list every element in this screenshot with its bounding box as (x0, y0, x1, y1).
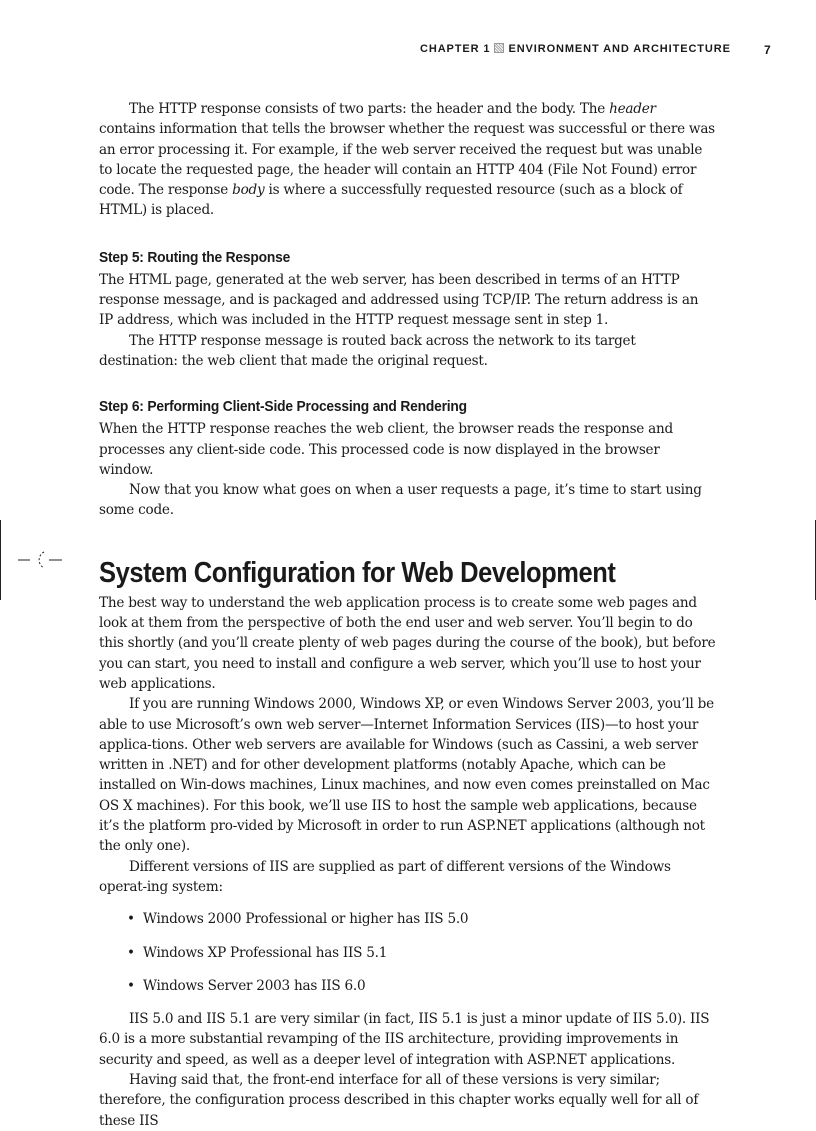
paragraph-step-6-b: Now that you know what goes on when a user requests a page, it’s time to start using some code. (99, 482, 702, 519)
separator-square-icon (494, 43, 504, 53)
page-content (99, 99, 716, 1131)
paragraph-step-5-a: The HTML page, generated at the web server, has been described in terms of an HTTP response message, and is packaged and addressed using TCP/IP. The return address is an IP address, which was included in the HTTP request message sent in step 1. (99, 271, 699, 329)
paragraph-iis-comparison: IIS 5.0 and IIS 5.1 are very similar (in fact, IIS 5.1 is just a minor update of IIS 5.0). IIS 6.0 is a more substantial revamping of the IIS architecture, providing improvements in security and speed, as well as a deeper level of integration with ASP.NET applications. (99, 1011, 710, 1068)
iis-version-list (99, 909, 716, 996)
bullet-icon: • (127, 977, 135, 994)
running-header (420, 43, 731, 55)
chapter-label: CHAPTER 1 (420, 43, 491, 55)
list-item (99, 976, 716, 996)
list-item-text: Windows XP Professional has IIS 5.1 (143, 944, 388, 961)
bullet-icon: • (127, 944, 135, 961)
text-run: is where a successfully requested resource (such as a block of HTML) is placed. (99, 182, 683, 219)
paragraph-iis-versions: Different versions of IIS are supplied as part of different versions of the Windows operat-ing system: (99, 858, 671, 895)
paragraph-step-6-a: When the HTTP response reaches the web client, the browser reads the response and processes any client-side code. This processed code is now displayed in the browser window. (99, 421, 673, 478)
list-item-text: Windows Server 2003 has IIS 6.0 (143, 977, 366, 994)
term-body: body (232, 182, 265, 199)
crop-line-left (0, 520, 1, 600)
page-number: 7 (764, 43, 771, 57)
list-item (99, 943, 716, 963)
text-run: contains information that tells the browser whether the request was successful or there was an error processing it. For example, if the web server received the request but was unable to locate the requested page, the header will contain an HTTP 404 (File Not Found) error code. The response (99, 121, 715, 199)
registration-mark-icon (18, 545, 62, 575)
heading-step-6: Step 6: Performing Client-Side Processing and Rendering (99, 398, 467, 416)
list-item-text: Windows 2000 Professional or higher has IIS 5.0 (143, 911, 469, 928)
heading-step-5: Step 5: Routing the Response (99, 248, 291, 266)
paragraph-section-intro: The best way to understand the web application process is to create some web pages and look at them from the perspective of both the end user and web server. You’ll begin to do this shortly (and you’ll create plenty of web pages during the course of the book), but before you can start, you need to install and configure a web server, which you’ll use to host your web applications. (99, 594, 716, 692)
term-header: header (609, 101, 656, 117)
bullet-icon: • (127, 911, 135, 928)
text-run: The HTTP response consists of two parts: the header and the body. The (129, 101, 610, 117)
list-item (99, 909, 716, 929)
chapter-title: ENVIRONMENT AND ARCHITECTURE (508, 43, 731, 55)
paragraph-step-5-b: The HTTP response message is routed back across the network to its target destination: the web client that made the original request. (99, 332, 636, 369)
section-heading: System Configuration for Web Development (99, 556, 616, 589)
paragraph-front-end: Having said that, the front-end interface for all of these versions is very similar; therefore, the configuration process described in this chapter works equally well for all of these IIS (99, 1071, 699, 1129)
paragraph-iis-intro: If you are running Windows 2000, Windows XP, or even Windows Server 2003, you’ll be able to use Microsoft’s own web server—Internet Information Services (IIS)—to host your applica-tions. Other web servers are available for Windows (such as Cassini, a web server written in .NET) and for other development platforms (notably Apache, which can be installed on Win-dows machines, Linux machines, and now even comes preinstalled on Mac OS X machines). For this book, we’ll use IIS to host the sample web applications, because it’s the platform pro-vided by Microsoft in order to run ASP.NET applications (although not the only one). (99, 696, 714, 855)
paragraph-http-response (99, 99, 716, 221)
